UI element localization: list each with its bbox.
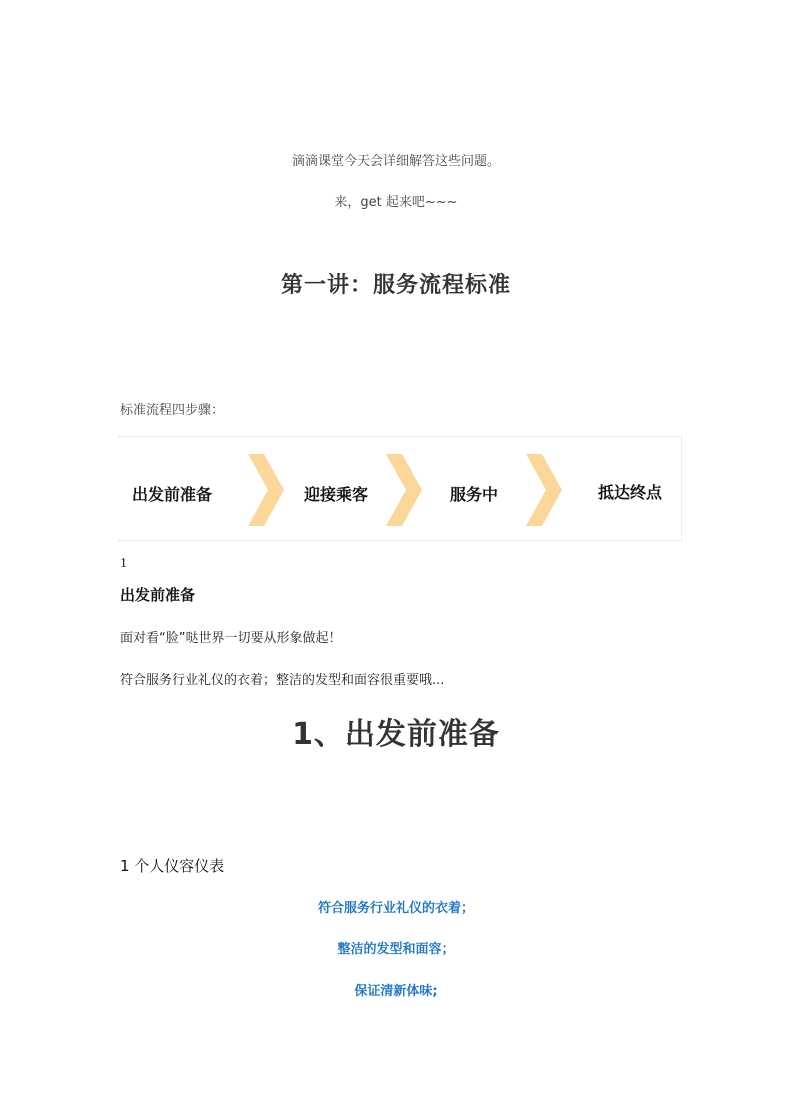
intro-line-2: 来，get 起来吧~~~ — [334, 195, 458, 210]
bullet-attire: 符合服务行业礼仪的衣着； — [317, 901, 474, 916]
section-number: 1 — [120, 556, 127, 571]
subsection-title: 1 个人仪容仪表 — [120, 857, 225, 875]
flow-label: 标准流程四步骤： — [120, 403, 225, 418]
flow-step-in-service: 服务中 — [450, 485, 499, 504]
section-paragraph-2: 符合服务行业礼仪的衣着；整洁的发型和面容很重要哦... — [120, 673, 445, 688]
bullet-odor: 保证清新体味; — [354, 984, 438, 999]
chevron-right-icon — [524, 454, 564, 526]
chevron-right-icon — [384, 454, 424, 526]
section-paragraph-1: 面对看“脸”哒世界一切要从形象做起！ — [120, 631, 342, 646]
big-heading: 1、出发前准备 — [292, 717, 500, 752]
bullet-grooming: 整洁的发型和面容； — [337, 942, 455, 957]
section-title: 出发前准备 — [120, 586, 196, 604]
flow-step-arrive-destination: 抵达终点 — [598, 483, 663, 502]
flow-border-bottom — [118, 540, 682, 541]
flow-border-top — [118, 436, 682, 437]
process-flow — [118, 436, 682, 542]
intro-line-1: 滴滴课堂今天会详细解答这些问题。 — [291, 154, 500, 169]
lecture-title: 第一讲：服务流程标准 — [280, 273, 511, 298]
flow-step-greet-passenger: 迎接乘客 — [304, 485, 369, 504]
flow-border-right — [681, 436, 682, 540]
chevron-right-icon — [246, 454, 286, 526]
flow-step-depart-prep: 出发前准备 — [132, 485, 213, 504]
